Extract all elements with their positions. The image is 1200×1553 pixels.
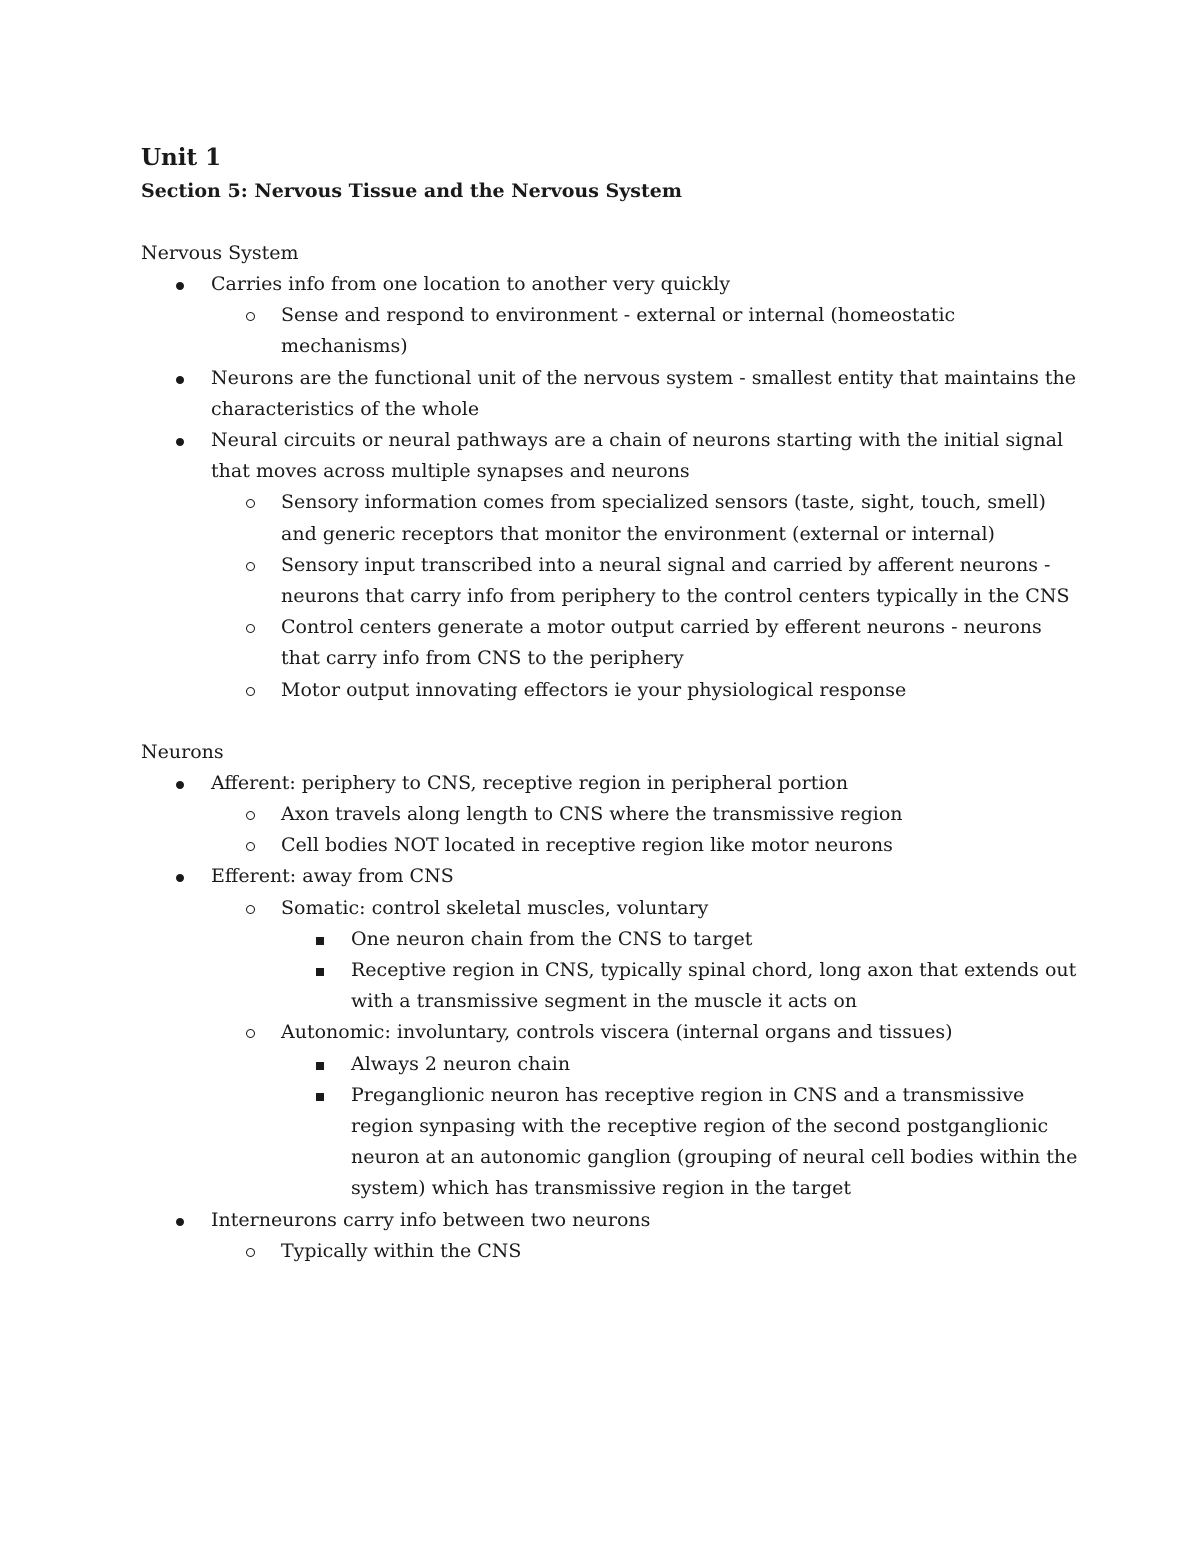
hollow-circle-bullet-icon	[243, 1017, 257, 1048]
neurons-list	[141, 768, 1081, 1267]
hollow-circle-bullet-icon	[243, 300, 257, 331]
list-item: Sensory information comes from specialized sensors (taste, sight, touch, smell) and generic receptors that monitor the environment (external or internal)	[211, 487, 1081, 549]
hollow-circle-bullet-icon	[243, 612, 257, 643]
list-item: Neural circuits or neural pathways are a chain of neurons starting with the initial signal that moves across multiple synapses and neurons Sensory information comes from specialized sensors (taste, sight, touch, smell) and generic receptors that monitor the environment (external or internal) Sensory input transcribed into a neural signal and carried by afferent neurons - neurons that carry info from periphery to the control centers typically in the CNS Control centers generate a motor output carried by efferent neurons - neurons that carry info from CNS to the periphery Motor output innovating effectors ie your physiological response	[141, 425, 1081, 706]
hollow-circle-bullet-icon	[243, 830, 257, 861]
filled-circle-bullet-icon	[173, 861, 187, 892]
list-item: Afferent: periphery to CNS, receptive region in peripheral portion Axon travels along length to CNS where the transmissive region Cell bodies NOT located in receptive region like motor neurons	[141, 768, 1081, 862]
nervous-system-list	[141, 269, 1081, 706]
hollow-circle-bullet-icon	[243, 675, 257, 706]
document-page	[141, 140, 1081, 1267]
filled-circle-bullet-icon	[173, 425, 187, 456]
list-item: Receptive region in CNS, typically spinal chord, long axon that extends out with a transmissive segment in the muscle it acts on	[281, 955, 1081, 1017]
list-item: Always 2 neuron chain	[281, 1049, 1081, 1080]
list-item: Typically within the CNS	[211, 1236, 1081, 1267]
list-item: One neuron chain from the CNS to target	[281, 924, 1081, 955]
list-item: Motor output innovating effectors ie your physiological response	[211, 675, 1081, 706]
list-item: Sensory input transcribed into a neural signal and carried by afferent neurons - neurons that carry info from periphery to the control centers typically in the CNS	[211, 550, 1081, 612]
square-bullet-icon	[313, 955, 327, 986]
hollow-circle-bullet-icon	[243, 893, 257, 924]
list-item: Carries info from one location to another very quickly Sense and respond to environment - external or internal (homeostatic mechanisms)	[141, 269, 1081, 363]
square-bullet-icon	[313, 1080, 327, 1111]
square-bullet-icon	[313, 924, 327, 955]
filled-circle-bullet-icon	[173, 269, 187, 300]
list-item: Preganglionic neuron has receptive region in CNS and a transmissive region synpasing with the receptive region of the second postganglionic neuron at an autonomic ganglion (grouping of neural cell bodies within the system) which has transmissive region in the target	[281, 1080, 1081, 1205]
hollow-circle-bullet-icon	[243, 487, 257, 518]
nervous-system-heading: Nervous System	[141, 242, 299, 264]
list-item: Somatic: control skeletal muscles, voluntary One neuron chain from the CNS to target Receptive region in CNS, typically spinal chord, long axon that extends out with a transmissive segment in the muscle it acts on	[211, 893, 1081, 1018]
hollow-circle-bullet-icon	[243, 799, 257, 830]
list-item: Cell bodies NOT located in receptive region like motor neurons	[211, 830, 1081, 861]
hollow-circle-bullet-icon	[243, 1236, 257, 1267]
filled-circle-bullet-icon	[173, 363, 187, 394]
section-title: Section 5: Nervous Tissue and the Nervous System	[141, 180, 682, 202]
filled-circle-bullet-icon	[173, 768, 187, 799]
filled-circle-bullet-icon	[173, 1205, 187, 1236]
neurons-heading: Neurons	[141, 740, 224, 763]
list-item: Axon travels along length to CNS where the transmissive region	[211, 799, 1081, 830]
list-item: Interneurons carry info between two neurons Typically within the CNS	[141, 1205, 1081, 1267]
list-item: Neurons are the functional unit of the nervous system - smallest entity that maintains the characteristics of the whole	[141, 363, 1081, 425]
list-item: Efferent: away from CNS Somatic: control skeletal muscles, voluntary One neuron chain from the CNS to target Receptive region in CNS, typically spinal chord, long axon that extends out with a transmissive segment in the muscle it acts on Autonomic: involuntary, controls viscera (internal organs and tissues) Always 2 neuron chain Preganglionic neuron has receptive region in CNS and a transmissive region synpasing with the receptive region of the second postganglionic neuron at an autonomic ganglion (grouping of neural cell bodies within the system) which has transmissive region in the target	[141, 861, 1081, 1204]
square-bullet-icon	[313, 1049, 327, 1080]
hollow-circle-bullet-icon	[243, 550, 257, 581]
list-item: Sense and respond to environment - external or internal (homeostatic mechanisms)	[211, 300, 1081, 362]
list-item: Control centers generate a motor output carried by efferent neurons - neurons that carry info from CNS to the periphery	[211, 612, 1081, 674]
list-item: Autonomic: involuntary, controls viscera (internal organs and tissues) Always 2 neuron chain Preganglionic neuron has receptive region in CNS and a transmissive region synpasing with the receptive region of the second postganglionic neuron at an autonomic ganglion (grouping of neural cell bodies within the system) which has transmissive region in the target	[211, 1017, 1081, 1204]
unit-title: Unit 1	[141, 144, 222, 171]
